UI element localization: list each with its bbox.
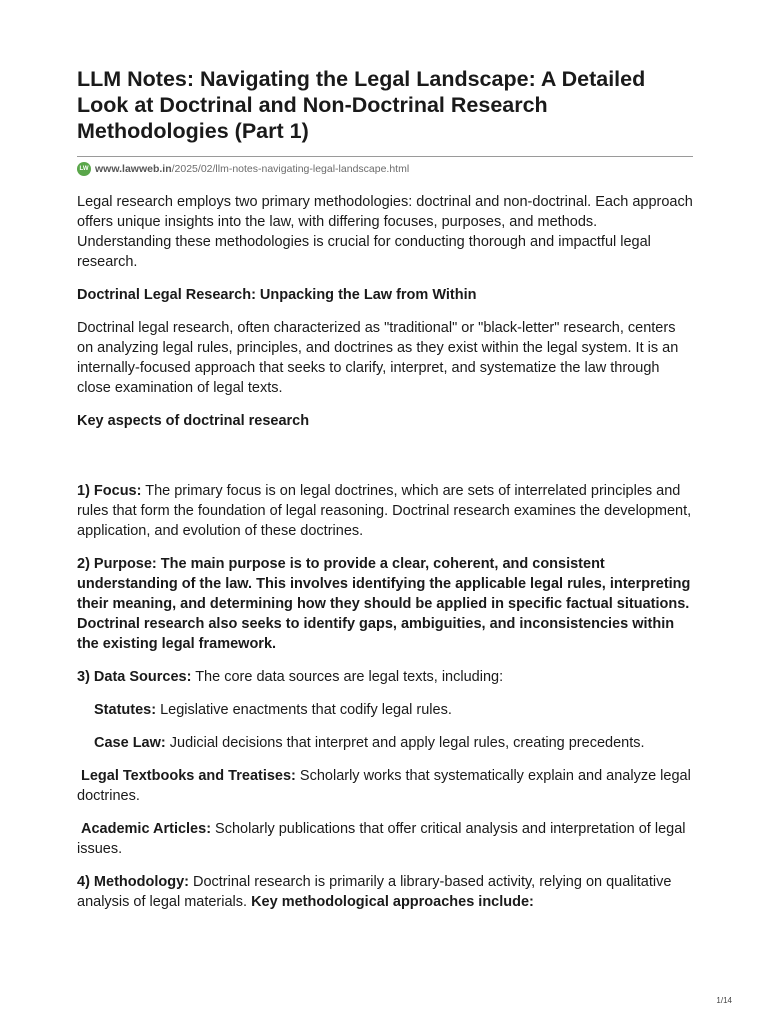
focus-paragraph xyxy=(77,481,693,541)
methodology-text: Doctrinal research is primarily a library-based activity, relying on qualitative analysis of legal materials. xyxy=(77,874,672,910)
title-divider xyxy=(77,156,693,157)
heading-doctrinal: Doctrinal Legal Research: Unpacking the Law from Within xyxy=(77,287,477,303)
articles-text: Scholarly publications that offer critical analysis and interpretation of legal issues. xyxy=(77,821,686,857)
purpose-paragraph xyxy=(77,554,693,654)
case-law-paragraph xyxy=(77,733,693,753)
methodology-paragraph xyxy=(77,872,693,912)
source-domain: www.lawweb.in xyxy=(95,163,172,175)
purpose-label: 2) Purpose: xyxy=(77,556,157,572)
article-body xyxy=(77,192,693,912)
statutes-label: Statutes: xyxy=(94,702,157,718)
intro-paragraph: Legal research employs two primary methodologies: doctrinal and non-doctrinal. Each approach offers unique insights into the law, with differing focuses, purposes, and methods. Understanding these methodologies is crucial for conducting thorough and impactful legal research. xyxy=(77,194,693,270)
source-link[interactable] xyxy=(95,162,409,176)
textbooks-paragraph xyxy=(77,766,693,806)
textbooks-text: Scholarly works that systematically explain and analyze legal doctrines. xyxy=(77,768,691,804)
textbooks-label: Legal Textbooks and Treatises: xyxy=(81,768,296,784)
articles-label: Academic Articles: xyxy=(81,821,212,837)
lawweb-logo-icon: LW xyxy=(77,162,91,176)
heading-key-aspects: Key aspects of doctrinal research xyxy=(77,413,310,429)
data-sources-label: 3) Data Sources: xyxy=(77,669,192,685)
statutes-text: Legislative enactments that codify legal rules. xyxy=(156,702,452,718)
purpose-text: The main purpose is to provide a clear, coherent, and consistent understanding of the law. This involves identifying the applicable legal rules, interpreting their meaning, and determining how they should be applied in specific factual situations. Doctrinal research also seeks to identify gaps, ambiguities, and inconsistencies within the existing legal framework. xyxy=(77,556,691,652)
data-sources-text: The core data sources are legal texts, including: xyxy=(191,669,504,685)
methodology-label: 4) Methodology: xyxy=(77,874,189,890)
focus-label: 1) Focus: xyxy=(77,483,142,499)
data-sources-paragraph xyxy=(77,667,693,687)
doctrinal-paragraph: Doctrinal legal research, often characterized as "traditional" or "black-letter" research, centers on analyzing legal rules, principles, and doctrines as they exist within the legal system. It is an internally-focused approach that seeks to clarify, interpret, and systematize the law through close examination of legal texts. xyxy=(77,320,679,396)
page-title: LLM Notes: Navigating the Legal Landscape: A Detailed Look at Doctrinal and Non-Doctrinal Research Methodologies (Part 1) xyxy=(77,67,646,143)
document-page xyxy=(77,66,693,912)
case-law-text: Judicial decisions that interpret and apply legal rules, creating precedents. xyxy=(165,735,645,751)
focus-text: The primary focus is on legal doctrines, which are sets of interrelated principles and rules that form the foundation of legal reasoning. Doctrinal research examines the development, application, and evolution of these doctrines. xyxy=(77,483,692,539)
methodology-tail: Key methodological approaches include: xyxy=(251,894,534,910)
source-path: /2025/02/llm-notes-navigating-legal-landscape.html xyxy=(171,163,410,175)
case-law-label: Case Law: xyxy=(94,735,166,751)
page-number: 1/14 xyxy=(716,996,732,1005)
statutes-paragraph xyxy=(77,700,693,720)
source-line xyxy=(77,162,693,176)
articles-paragraph xyxy=(77,819,693,859)
